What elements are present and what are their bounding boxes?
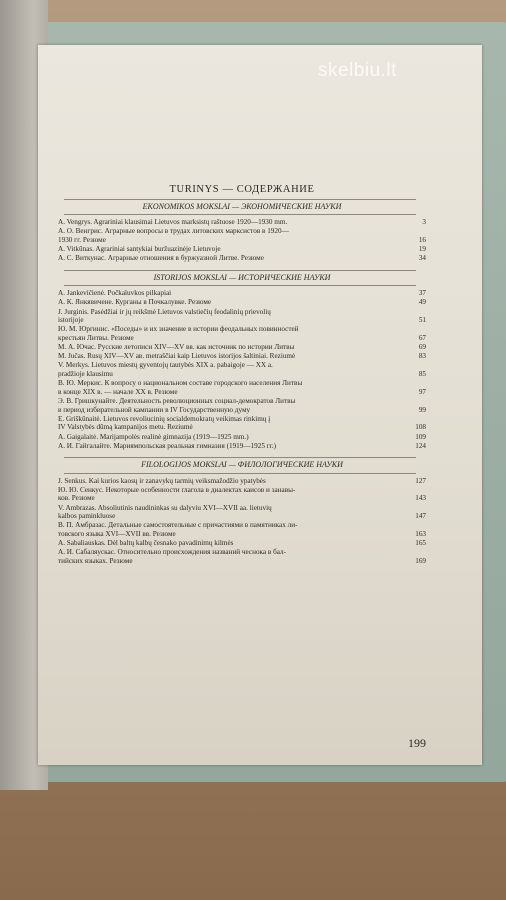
entry-text: A. Sabaliauskas. Dėl baltų kalbų česnako pavadinimų kilmės: [58, 539, 234, 548]
toc-entry: [58, 245, 426, 254]
section-rule: [64, 270, 416, 271]
toc-entry: [58, 218, 426, 227]
toc-entry: [58, 343, 426, 352]
entry-page: 3: [422, 218, 426, 227]
entry-text: А. О. Венгрис. Аграрные вопросы в трудах литовских марксистов в 1920— 1930 гг. Резюме: [58, 227, 289, 244]
entry-page: 143: [415, 494, 426, 503]
toc-entry: [58, 433, 426, 442]
section-heading: ISTORIJOS MOKSLAI — ИСТОРИЧЕСКИЕ НАУКИ: [153, 272, 331, 282]
entry-text: А. К. Янкявичене. Курганы в Почкалувке. Резюме: [58, 298, 212, 307]
table-of-contents: [58, 186, 426, 569]
toc-title: TURINYS — СОДЕРЖАНИЕ: [169, 184, 315, 195]
entry-page: 127: [415, 476, 426, 485]
entry-page: 99: [418, 405, 426, 414]
entry-page: 83: [418, 352, 426, 361]
toc-entry: [58, 289, 426, 298]
entry-page: 165: [415, 539, 426, 548]
section-gap: [58, 566, 426, 569]
entry-page: 37: [418, 289, 426, 298]
toc-entry: [58, 227, 426, 244]
toc-entry: [58, 539, 426, 548]
toc-entry: [58, 442, 426, 451]
entry-text: Ю. М. Юргинис. «Поседы» и их значение в истории феодальных повинностей крестьян Литвы. Резюме: [58, 325, 299, 342]
entry-page: 169: [415, 556, 426, 565]
entry-text: Э. В. Гришкунайте. Деятельность революционных социал-демократов Литвы в период избирательной кампании в IV Государственную думу: [58, 397, 296, 414]
toc-entry: [58, 548, 426, 565]
watermark: skelbiu.lt: [318, 60, 397, 81]
section-rule: [64, 285, 416, 286]
toc-entry: [58, 415, 426, 432]
entry-page: 109: [415, 432, 426, 441]
entry-text: J. Senkus. Kai kurios kaosų ir zanavykų tarmių veiksmažodžio ypatybės: [58, 476, 266, 485]
toc-entry: [58, 254, 426, 263]
entry-page: 67: [418, 333, 426, 342]
entry-page: 49: [418, 298, 426, 307]
entry-text: В. Ю. Меркис. К вопросу о национальном составе городского населения Литвы в конце XIX в. — начале XX в. Резюме: [58, 379, 303, 396]
entry-text: А. С. Виткунас. Аграрные отношения в буржуазной Литве. Резюме: [58, 254, 264, 263]
section-gap: [58, 264, 426, 267]
section-heading: EKONOMIKOS MOKSLAI — ЭКОНОМИЧЕСКИЕ НАУКИ: [142, 201, 342, 211]
entry-text: E. Griškūnaitė. Lietuvos revoliucinių socialdemokratų veikimas rinkimų į IV Valstybės dūmą kampanijos metu. Reziumė: [58, 414, 271, 432]
toc-entry: [58, 521, 426, 538]
entry-page: 34: [418, 254, 426, 263]
page-number: 199: [408, 736, 426, 750]
toc-sections: [58, 199, 426, 569]
section-rule: [64, 199, 416, 200]
entry-text: J. Jurginis. Pasėdžiai ir jų reikšmė Lietuvos valstiečių feodalinių prievolių istorijoje: [58, 307, 271, 325]
entry-page: 108: [415, 423, 426, 432]
entry-page: 124: [415, 441, 426, 450]
entry-text: А. И. Гайгалайте. Мариямпольская реальная гимназия (1919—1925 гг.): [58, 441, 276, 450]
section-rule: [64, 473, 416, 474]
toc-entry: [58, 352, 426, 361]
entry-text: A. Gaigalaitė. Marijampolės realinė gimnazija (1919—1925 mm.): [58, 432, 249, 441]
entry-page: 147: [415, 512, 426, 521]
toc-entry: [58, 361, 426, 378]
entry-text: Ю. Ю. Сенкус. Некоторые особенности глагола в диалектах каисов и занавы- ков. Резюме: [58, 485, 296, 503]
entry-page: 69: [418, 343, 426, 352]
entry-text: A. Vitkūnas. Agrariniai santykiai buržuazinėje Lietuvoje: [58, 245, 221, 254]
entry-text: A. Vengrys. Agrariniai klausimai Lietuvos marksistų raštuose 1920—1930 mm.: [58, 218, 288, 227]
entry-text: V. Merkys. Lietuvos miestų gyventojų tautybės XIX a. pabaigoje — XX a. pradžioje klausimu: [58, 361, 273, 379]
entry-text: M. Jučas. Rusų XIV—XV ав. metraščiai kaip Lietuvos istorijos šaltiniai. Reziumė: [58, 352, 296, 361]
entry-page: 19: [418, 245, 426, 254]
section-rule: [64, 214, 416, 215]
entry-text: A. Jankevičienė. Počkaluvkos pilkapiai: [58, 289, 172, 298]
toc-entry: [58, 477, 426, 486]
toc-entry: [58, 397, 426, 414]
entry-page: 16: [418, 235, 426, 244]
entry-text: М. А. Ючас. Русские летописи XIV—XV вв. как источник по истории Литвы: [58, 343, 295, 352]
toc-entry: [58, 308, 426, 325]
toc-entry: [58, 325, 426, 342]
entry-text: А. И. Сабаляускас. Относительно происхождения названий чеснока в бал- тийских языках. Резюме: [58, 548, 287, 565]
toc-entry: [58, 379, 426, 396]
toc-entry: [58, 504, 426, 521]
entry-page: 51: [418, 316, 426, 325]
section-rule: [64, 457, 416, 458]
section-heading: FILOLOGIJOS MOKSLAI — ФИЛОЛОГИЧЕСКИЕ НАУКИ: [141, 459, 343, 469]
entry-text: V. Ambrazas. Absoliutinis naudininkas su dalyviu XVI—XVII aa. lietuvių kalbos paminkluose: [58, 503, 272, 521]
toc-entry: [58, 486, 426, 503]
toc-entry: [58, 298, 426, 307]
section-gap: [58, 451, 426, 454]
entry-page: 163: [415, 529, 426, 538]
entry-text: В. П. Амбразас. Детальные самостоятельные с причастиями в памятниках ли- товского языка XVI—XVII вв. Резюме: [58, 521, 298, 538]
entry-page: 85: [418, 370, 426, 379]
entry-page: 97: [418, 387, 426, 396]
